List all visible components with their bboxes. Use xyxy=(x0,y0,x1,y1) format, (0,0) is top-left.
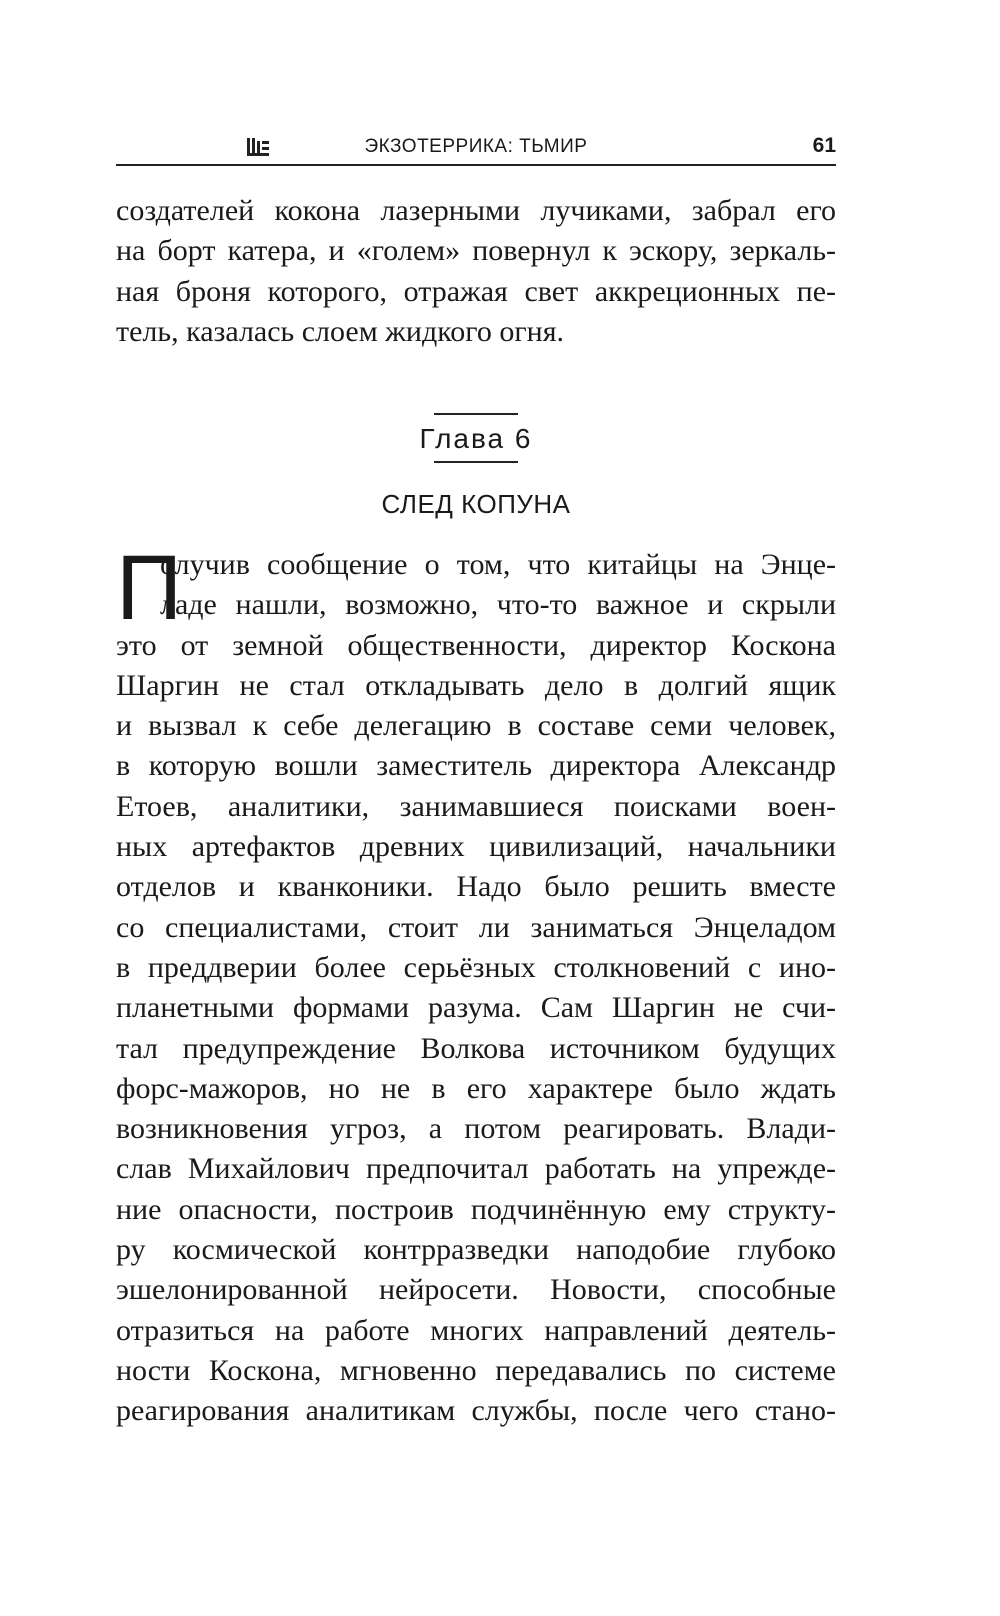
text-line: в которую вошли заместитель директора Александр xyxy=(116,749,836,783)
text-line: Етоев, аналитики, занимавшиеся поисками воен- xyxy=(116,789,836,823)
chapter-heading xyxy=(116,413,836,463)
text-line: ру космической контрразведки наподобие глубоко xyxy=(116,1233,836,1267)
text-line: ная броня которого, отражая свет аккреционных пе- xyxy=(116,274,836,308)
text-line: планетными формами разума. Сам Шаргин не счи- xyxy=(116,991,836,1025)
text-line: тель, казалась слоем жидкого огня. xyxy=(116,314,564,348)
chapter-label: Глава 6 xyxy=(419,423,533,454)
text-line: Шаргин не стал откладывать дело в долгий ящик xyxy=(116,668,836,702)
text-line: это от земной общественности, директор Коскона xyxy=(116,628,836,662)
text-line: и вызвал к себе делегацию в составе семи человек, xyxy=(116,709,836,743)
text-line: слав Михайлович предпочитал работать на упрежде- xyxy=(116,1152,836,1186)
text-line: создателей кокона лазерными лучиками, забрал его xyxy=(116,194,836,227)
text-line: форс-мажоров, но не в его характере было ждать xyxy=(116,1071,836,1105)
drop-cap: П xyxy=(116,553,183,625)
text-line: отразиться на работе многих направлений деятель- xyxy=(116,1313,836,1347)
text-line: тал предупреждение Волкова источником будущих xyxy=(116,1031,836,1065)
text-line: на борт катера, и «голем» повернул к эскору, зеркаль- xyxy=(116,234,836,268)
text-line: отделов и кванконики. Надо было решить вместе xyxy=(116,870,836,904)
text-line: реагирования аналитикам службы, после чего стано- xyxy=(116,1394,836,1428)
chapter-title: СЛЕД КОПУНА xyxy=(381,489,571,519)
text-line: возникновения угроз, а потом реагировать. Влади- xyxy=(116,1112,836,1146)
main-paragraph xyxy=(116,545,836,1432)
text-line: ладе нашли, возможно, что-то важное и скрыли xyxy=(160,588,836,622)
text-line: ности Коскона, мгновенно передавались по системе xyxy=(116,1353,836,1387)
text-line: ных артефактов древних цивилизаций, начальники xyxy=(116,830,836,864)
running-header xyxy=(116,132,836,166)
book-title: ЭКЗОТЕРРИКА: ТЬМИР xyxy=(364,136,588,157)
intro-paragraph xyxy=(116,191,836,352)
text-line: в преддверии более серьёзных столкновений с ино- xyxy=(116,950,836,984)
text-line: ние опасности, построив подчинённую ему структу- xyxy=(116,1192,836,1226)
text-line: со специалистами, стоит ли заниматься Энцеладом xyxy=(116,910,836,944)
chapter-rule-top xyxy=(434,413,518,415)
text-line: олучив сообщение о том, что китайцы на Энце- xyxy=(160,548,836,581)
page-number: 61 xyxy=(812,134,836,157)
text-line: эшелонированной нейросети. Новости, способные xyxy=(116,1273,836,1307)
chapter-rule-bottom xyxy=(434,461,518,463)
